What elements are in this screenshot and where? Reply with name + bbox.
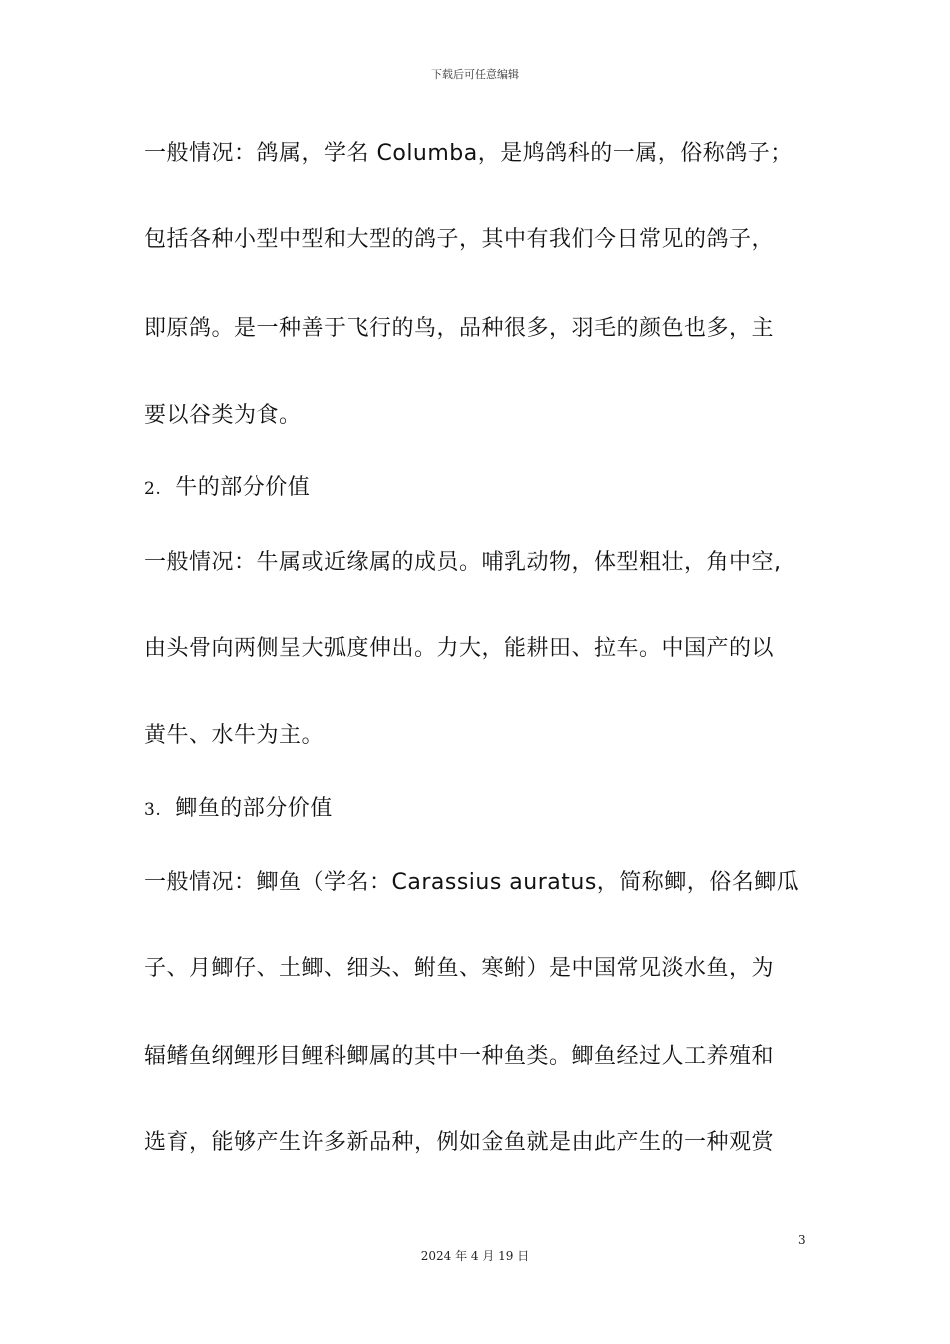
page-footer-date: 2024 年 4 月 19 日	[420, 1249, 530, 1263]
paragraph-line: 子、月鲫仔、土鲫、细头、鲋鱼、寒鲋）是中国常见淡水鱼，为	[144, 956, 775, 981]
paragraph-line: 一般情况：牛属或近缘属的成员。哺乳动物，体型粗壮，角中空,	[144, 550, 782, 575]
paragraph-line: 黄牛、水牛为主。	[144, 723, 325, 748]
page-number: 3	[798, 1233, 806, 1247]
section-number: 2.	[144, 479, 162, 499]
section-heading-3	[144, 791, 814, 822]
section-heading-2	[144, 470, 814, 501]
section-number: 3.	[144, 800, 162, 820]
paragraph-line: 选育，能够产生许多新品种，例如金鱼就是由此产生的一种观赏	[144, 1130, 775, 1155]
paragraph-line: 要以谷类为食。	[144, 403, 302, 428]
paragraph-line: 一般情况：鲫鱼（学名：Carassius auratus，简称鲫，俗名鲫瓜	[144, 870, 800, 895]
page-header: 下载后可任意编辑	[431, 68, 519, 81]
paragraph-line: 即原鸽。是一种善于飞行的鸟，品种很多，羽毛的颜色也多，主	[144, 316, 775, 341]
section-title: 鲫鱼的部分价值	[175, 796, 333, 821]
section-title: 牛的部分价值	[175, 475, 311, 500]
paragraph-line: 由头骨向两侧呈大弧度伸出。力大，能耕田、拉车。中国产的以	[144, 636, 775, 661]
paragraph-line: 包括各种小型中型和大型的鸽子，其中有我们今日常见的鸽子，	[144, 227, 775, 252]
paragraph-line: 一般情况：鸽属，学名 Columba，是鸠鸽科的一属，俗称鸽子；	[144, 141, 793, 166]
paragraph-line: 辐鳍鱼纲鲤形目鲤科鲫属的其中一种鱼类。鲫鱼经过人工养殖和	[144, 1044, 775, 1069]
